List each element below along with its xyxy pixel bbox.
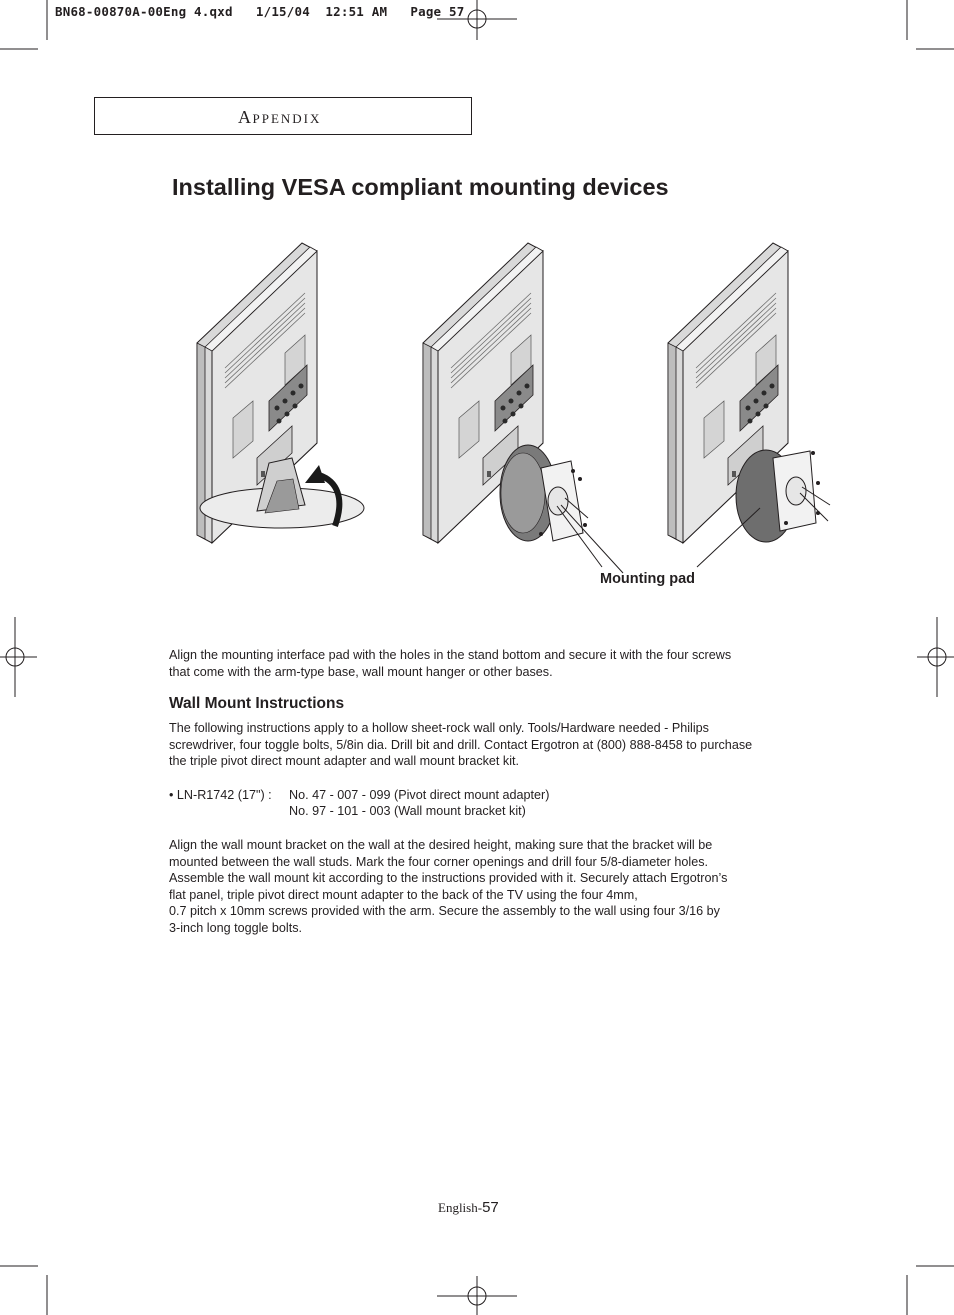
figure-caption: Mounting pad — [600, 571, 696, 587]
section-heading: Wall Mount Instructions — [169, 695, 345, 712]
footer-language: English- — [438, 1200, 483, 1215]
model-label: • LN-R1742 (17") : — [169, 788, 272, 802]
text-line: 3-inch long toggle bolts. — [169, 920, 303, 935]
registration-mark-bottom — [437, 1276, 517, 1315]
page-title: Installing VESA compliant mounting devices — [172, 174, 669, 200]
text-line: flat panel, triple pivot direct mount adapter to the back of the TV using the four 4mm, — [169, 887, 638, 902]
mounting-illustration — [0, 0, 954, 620]
text-line: Align the wall mount bracket on the wall at the desired height, making sure that the bracket will be — [169, 838, 713, 852]
part-number: No. 47 - 007 - 099 (Pivot direct mount adapter) — [289, 788, 550, 802]
part-number: No. 97 - 101 - 003 (Wall mount bracket kit) — [289, 804, 526, 818]
registration-mark-right — [917, 617, 954, 697]
section-label: APPENDIX — [238, 107, 322, 127]
text-line: 0.7 pitch x 10mm screws provided with the arm. Secure the assembly to the wall using four 3/16 by — [169, 904, 720, 919]
page-footer — [438, 1199, 499, 1217]
wall-mount-paragraph: The following instructions apply to a hollow sheet-rock wall only. Tools/Hardware needed - Philips screwdriver, four toggle bolts, 5/8in dia. Drill bit and drill. Contact Ergotron at (800) 888-8458 to purchase the triple pivot direct mount adapter and wall mount bracket kit. — [169, 721, 753, 769]
assembly-paragraph — [169, 837, 789, 937]
registration-mark-left — [0, 617, 37, 697]
page-number: 57 — [482, 1199, 499, 1216]
print-slug: BN68-00870A-00Eng 4.qxd 1/15/04 12:51 AM Page 57 — [55, 4, 465, 19]
text-line: mounted between the wall studs. Mark the four corner openings and drill four 5/8-diameter holes. — [169, 854, 709, 869]
intro-paragraph: Align the mounting interface pad with the holes in the stand bottom and secure it with the four screws that come with the arm-type base, wall mount hanger or other bases. — [169, 648, 732, 679]
text-line: Assemble the wall mount kit according to the instructions provided with it. Securely attach Ergotron’s — [169, 871, 728, 886]
